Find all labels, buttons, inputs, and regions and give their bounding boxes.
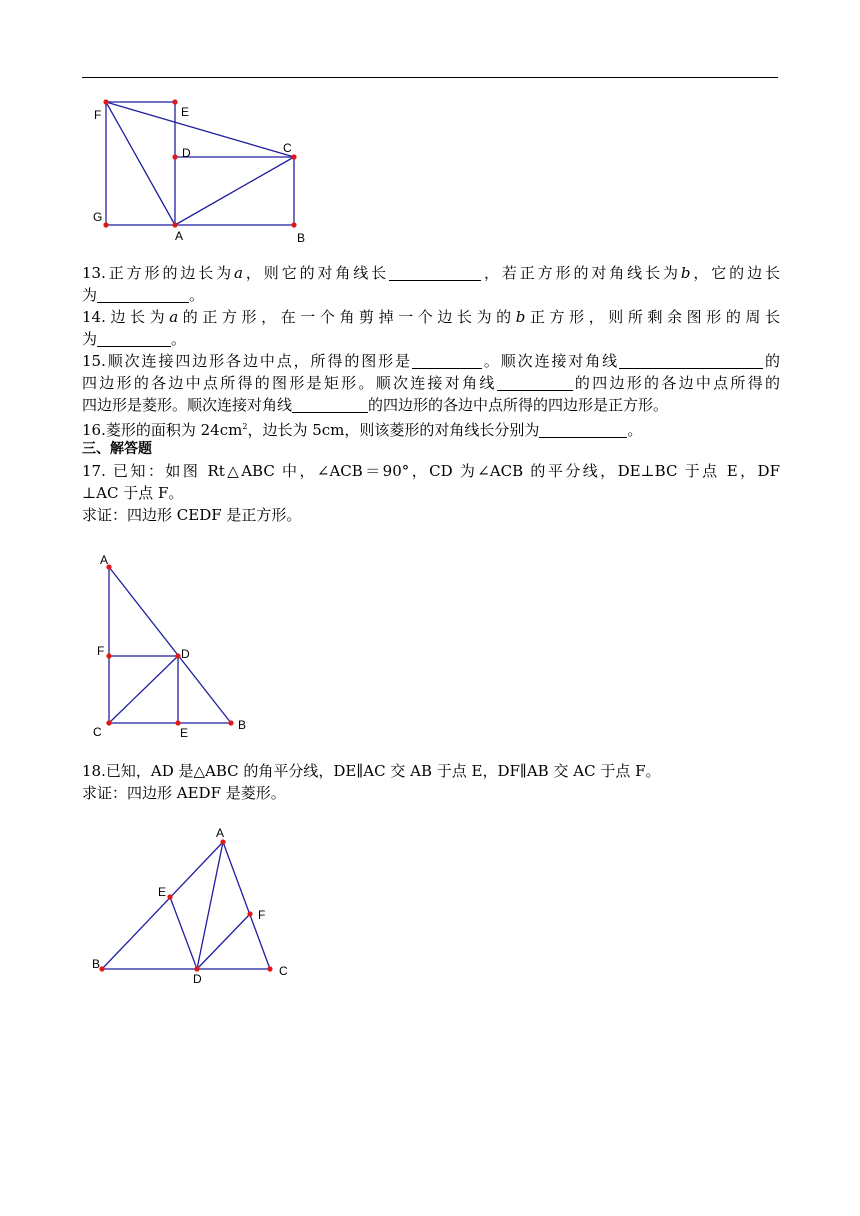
point-C [267,966,272,971]
q13-var-b: b [680,264,691,282]
q13-text-4: ，它的边长 [690,264,780,282]
q15-blank-1[interactable] [412,353,482,369]
point-F [103,99,108,104]
q16-text-1: 16.菱形的面积为 24cm [82,421,243,439]
label-E: E [180,726,189,740]
figure-squares [0,0,320,250]
point-B [99,966,104,971]
q14-var-b: b [515,308,526,326]
point-A [172,222,177,227]
label-G: G [93,210,103,224]
q13-var-a: a [234,264,243,282]
q15-text-1: 15.顺次连接四边形各边中点，所得的图形是 [82,352,412,370]
question-15 [82,350,780,416]
q15-text-6: 四边形是菱形。顺次连接对角线 [82,396,293,414]
label-E: E [158,885,167,899]
label-B: B [238,718,247,732]
q13-blank-1[interactable] [389,265,481,281]
q14-text-4: 为 [82,330,98,348]
question-14 [82,306,780,350]
point-F [106,653,111,658]
label-A: A [216,826,225,840]
q17-line-3: 求证：四边形 CEDF 是正方形。 [82,506,302,524]
figure3-lines [102,842,270,969]
label-B: B [297,231,306,245]
q16-superscript: 2 [242,422,248,431]
q15-blank-4[interactable] [292,397,368,413]
point-C [291,154,296,159]
q13-text-1: 13.正方形的边长为 [82,264,235,282]
point-C [106,720,111,725]
label-D: D [181,647,190,661]
q14-text-3: 正方形，则所剩余图形的周长 [525,308,780,326]
label-B: B [92,957,101,971]
question-13 [82,262,780,306]
q14-text-5: 。 [171,330,187,348]
point-D [175,653,180,658]
label-A: A [175,229,184,243]
point-E [172,99,177,104]
figure-right-triangle [0,540,280,750]
label-C: C [283,141,292,155]
figure-rhombus-triangle [0,815,320,995]
q17-line-1: 17. 已知：如图 Rt△ABC 中，∠ACB＝90°，CD 为∠ACB 的平分线，DE⊥BC 于点 E，DF [82,462,780,480]
point-B [291,222,296,227]
label-E: E [181,105,190,119]
label-A: A [100,553,109,567]
q15-text-2: 。顺次连接对角线 [481,352,620,370]
q14-text-2: 的正方形，在一个角剪掉一个边长为的 [178,308,516,326]
question-17 [82,460,780,526]
q16-text-3: 。 [627,421,643,439]
q13-text-5: 为 [82,286,98,304]
label-C: C [93,725,102,739]
label-F: F [258,908,266,922]
figure2-lines [109,567,231,723]
label-F: F [94,108,102,122]
q15-text-4: 四边形的各边中点所得的图形是矩形。顺次连接对角线 [82,374,497,392]
q18-line-1: 18.已知，AD 是△ABC 的角平分线，DE∥AC 交 AB 于点 E，DF∥AB 交 AC 于点 F。 [82,762,661,780]
q15-text-7: 的四边形的各边中点所得的四边形是正方形。 [368,396,669,414]
q15-text-5: 的四边形的各边中点所得的 [572,374,780,392]
question-18 [82,760,780,804]
q17-line-2: ⊥AC 于点 F。 [82,484,184,502]
point-A [220,839,225,844]
section-heading: 三、解答题 [82,441,152,457]
label-D: D [193,972,202,986]
point-D [172,154,177,159]
label-C: C [279,964,288,978]
figure1-lines [106,102,294,225]
q13-text-3: ，若正方形的对角线长为 [481,264,681,282]
q16-text-2: ，边长为 5cm，则该菱形的对角线长分别为 [247,421,540,439]
point-E [167,894,172,899]
point-D [194,966,199,971]
q18-line-2: 求证：四边形 AEDF 是菱形。 [82,784,286,802]
q13-blank-2[interactable] [97,287,189,303]
point-G [103,222,108,227]
label-D: D [182,146,191,160]
q13-text-2: ，则它的对角线长 [243,264,390,282]
q14-text-1: 14.边长为 [82,308,170,326]
point-E [175,720,180,725]
point-F [247,911,252,916]
q14-blank[interactable] [97,331,171,347]
q15-text-3: 的 [763,352,780,370]
label-F: F [97,644,105,658]
q14-var-a: a [169,308,179,326]
q15-blank-2[interactable] [619,353,763,369]
q16-blank[interactable] [539,422,627,438]
q15-blank-3[interactable] [497,375,573,391]
q13-text-6: 。 [189,286,205,304]
point-B [228,720,233,725]
